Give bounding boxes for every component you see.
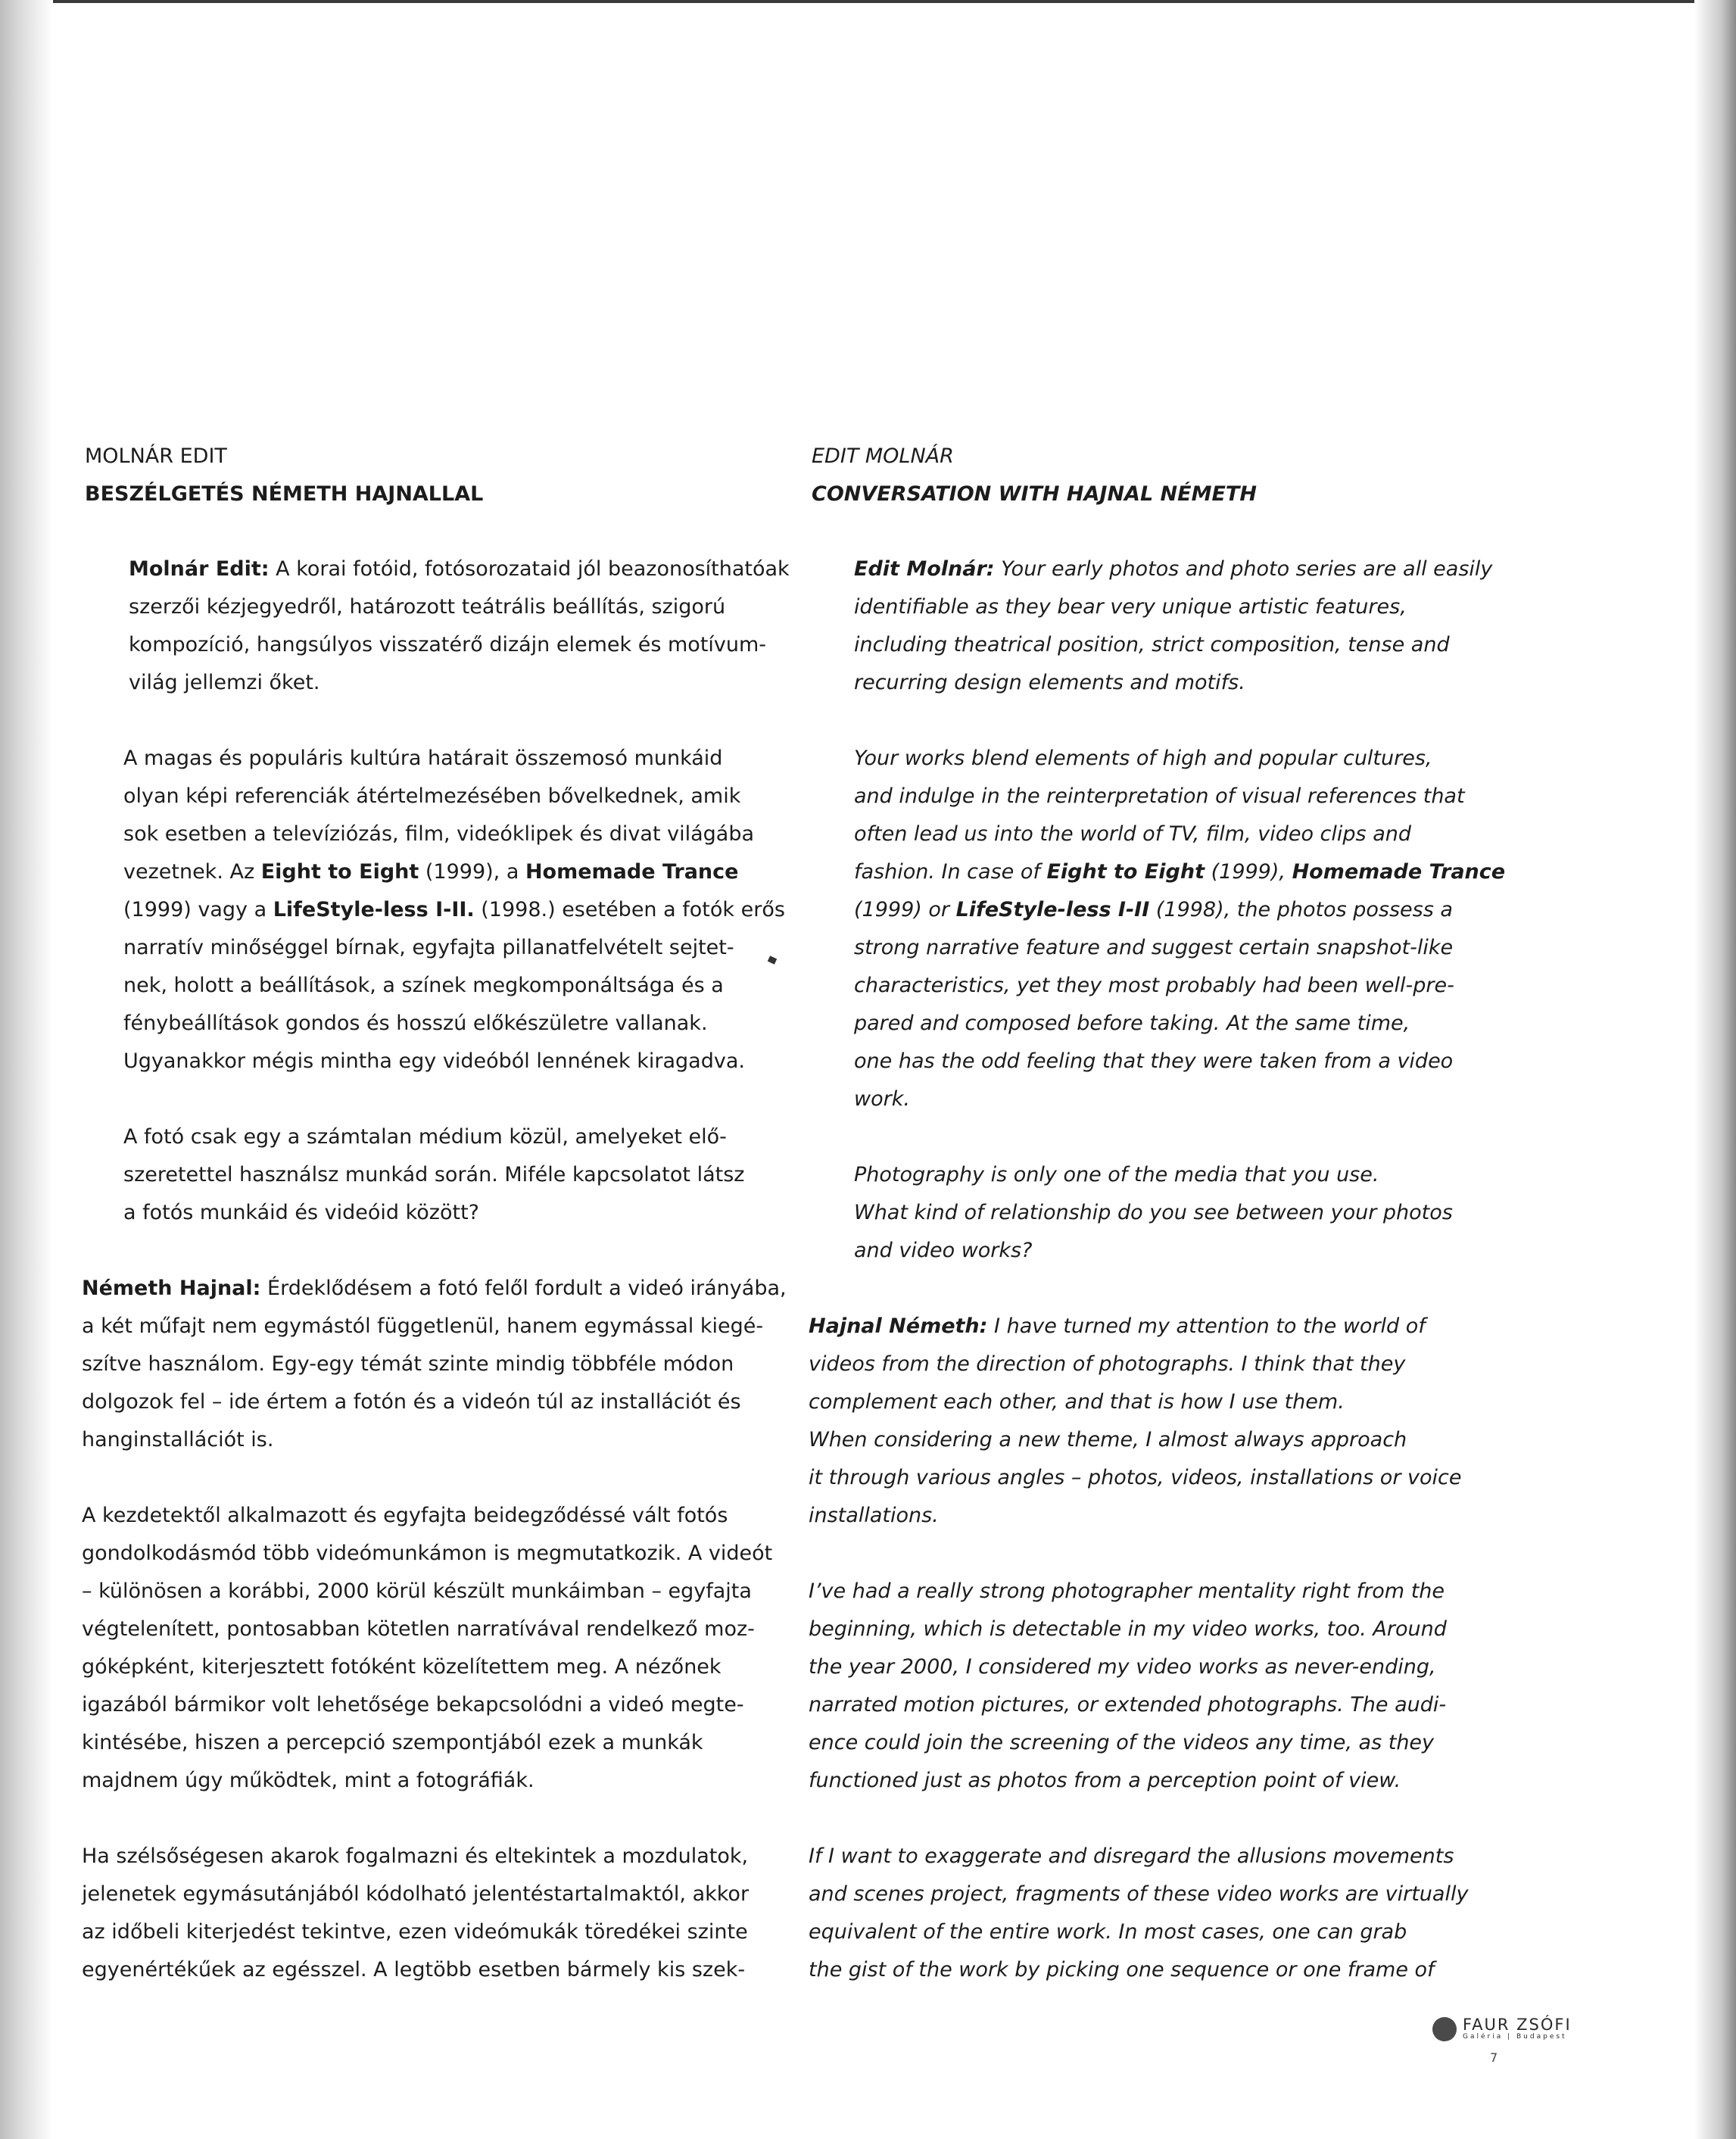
en-question-2: [854, 740, 1505, 1118]
paragraph-line: a fotós munkáid és videóid között?: [123, 1201, 479, 1224]
paragraph-line: az időbeli kiterjedést tekintve, ezen videómukák töredékei szinte: [82, 1920, 748, 1944]
paragraph-line: kintésébe, hiszen a percepció szempontjából ezek a munkák: [82, 1731, 703, 1754]
paragraph-line: szítve használom. Egy-egy témát szinte mindig többféle módon: [82, 1352, 734, 1376]
paragraph-line: – különösen a korábbi, 2000 körül készült munkáimban – egyfajta: [82, 1579, 752, 1603]
paragraph-line: a két műfajt nem egymástól függetlenül, hanem egymással kiegé-: [82, 1314, 764, 1338]
english-header: [812, 438, 1257, 513]
paragraph-line: installations.: [809, 1504, 939, 1527]
paragraph-line: Hajnal Németh: I have turned my attention to the world of: [809, 1314, 1426, 1338]
hu-answer-3: [82, 1838, 749, 1989]
paragraph-line: egyenértékűek az egésszel. A legtöbb esetben bármely kis szek-: [82, 1958, 746, 1982]
paragraph-line: Photography is only one of the media that you use.: [854, 1163, 1379, 1186]
paragraph-line: complement each other, and that is how I use them.: [809, 1390, 1345, 1414]
work-title: LifeStyle-less I-II: [955, 898, 1150, 921]
paragraph-line: Ugyanakkor mégis mintha egy videóból lennének kiragadva.: [123, 1049, 745, 1073]
paragraph-line: kompozíció, hangsúlyos visszatérő dizájn elemek és motívum-: [129, 633, 767, 656]
paragraph-line: jelenetek egymásutánjából kódolható jelentéstartalmaktól, akkor: [82, 1882, 750, 1906]
work-title: Eight to Eight: [1046, 860, 1205, 884]
gallery-name: FAUR ZSÓFI: [1463, 2016, 1572, 2034]
speaker-label: Molnár Edit:: [129, 557, 270, 581]
paragraph-line: recurring design elements and motifs.: [854, 671, 1245, 694]
paragraph-line: A fotó csak egy a számtalan médium közül, amelyeket elő-: [123, 1125, 727, 1149]
en-answer-1: [809, 1308, 1461, 1535]
page-number: 7: [1490, 2050, 1498, 2065]
paragraph-line: szeretettel használsz munkád során. Miféle kapcsolatot látsz: [123, 1163, 745, 1186]
paragraph-line: majdnem úgy működtek, mint a fotográfiák.: [82, 1769, 535, 1792]
paragraph-line: Németh Hajnal: Érdeklődésem a fotó felől fordult a videó irányába,: [82, 1277, 787, 1300]
paragraph-line: one has the odd feeling that they were taken from a video: [854, 1049, 1454, 1073]
hungarian-title: BESZÉLGETÉS NÉMETH HAJNALLAL: [85, 482, 484, 506]
scan-shadow-right: [1694, 0, 1736, 2139]
paragraph-line: If I want to exaggerate and disregard the allusions movements: [809, 1844, 1454, 1868]
paragraph-line: fénybeállítások gondos és hosszú előkészületre vallanak.: [123, 1012, 708, 1035]
paragraph-line: olyan képi referenciák átértelmezésében bővelkednek, amik: [123, 784, 741, 808]
hu-question-3: [123, 1118, 744, 1232]
hu-answer-2: [82, 1497, 772, 1800]
paragraph-line: characteristics, yet they most probably had been well-pre-: [854, 974, 1454, 997]
logo-disc-icon: [1432, 2017, 1457, 2041]
english-title: CONVERSATION WITH HAJNAL NÉMETH: [812, 482, 1257, 506]
hu-question-1: [129, 550, 790, 702]
paragraph-line: narratív minőséggel bírnak, egyfajta pillanatfelvételt sejtet-: [123, 936, 734, 959]
paragraph-line: it through various angles – photos, videos, installations or voice: [809, 1466, 1462, 1489]
paragraph-line: pared and composed before taking. At the same time,: [854, 1012, 1410, 1035]
paragraph-line: strong narrative feature and suggest certain snapshot-like: [854, 936, 1454, 959]
work-title: LifeStyle-less I-II.: [273, 898, 475, 921]
en-answer-2: [809, 1573, 1447, 1800]
paragraph-line: the gist of the work by picking one sequence or one frame of: [809, 1958, 1435, 1982]
paragraph-line: góképként, kiterjesztett fotóként közelítettem meg. A nézőnek: [82, 1655, 722, 1679]
gallery-logo: [1432, 2016, 1572, 2041]
paragraph-line: work.: [854, 1087, 910, 1111]
paragraph-line: often lead us into the world of TV, film, video clips and: [854, 822, 1411, 846]
work-title: Eight to Eight: [260, 860, 419, 884]
paragraph-line: and scenes project, fragments of these video works are virtually: [809, 1882, 1469, 1906]
paragraph-line: A magas és populáris kultúra határait összemosó munkáid: [123, 747, 723, 770]
paragraph-line: equivalent of the entire work. In most cases, one can grab: [809, 1920, 1407, 1944]
speaker-label: Edit Molnár:: [854, 557, 995, 581]
paragraph-line: identifiable as they bear very unique artistic features,: [854, 595, 1407, 619]
paragraph-line: vezetnek. Az Eight to Eight (1999), a Homemade Trance: [123, 860, 739, 884]
english-author: EDIT MOLNÁR: [812, 444, 954, 468]
paragraph-line: sok esetben a televíziózás, film, videóklipek és divat világába: [123, 822, 755, 846]
work-title: Homemade Trance: [1292, 860, 1506, 884]
en-answer-3: [809, 1838, 1468, 1989]
speaker-label: Hajnal Németh:: [809, 1314, 988, 1338]
paragraph-line: Your works blend elements of high and popular cultures,: [854, 747, 1432, 770]
paragraph-line: fashion. In case of Eight to Eight (1999), Homemade Trance: [854, 860, 1506, 884]
paragraph-line: videos from the direction of photographs. I think that they: [809, 1352, 1406, 1376]
paragraph-line: Edit Molnár: Your early photos and photo series are all easily: [854, 557, 1493, 581]
paragraph-line: What kind of relationship do you see between your photos: [854, 1201, 1453, 1224]
paragraph-line: nek, holott a beállítások, a színek megkomponáltsága és a: [123, 974, 724, 997]
en-question-1: [854, 550, 1492, 702]
hu-question-2: [123, 740, 785, 1080]
paragraph-line: narrated motion pictures, or extended photographs. The audi-: [809, 1693, 1447, 1717]
scan-edge-top: [0, 0, 1736, 3]
hu-answer-1: [82, 1270, 787, 1459]
paragraph-line: (1999) or LifeStyle-less I-II (1998), the photos possess a: [854, 898, 1453, 921]
paragraph-line: and video works?: [854, 1239, 1033, 1262]
hungarian-author: MOLNÁR EDIT: [85, 444, 227, 468]
scan-shadow-left: [0, 0, 53, 2139]
paragraph-line: I’ve had a really strong photographer mentality right from the: [809, 1579, 1445, 1603]
paragraph-line: beginning, which is detectable in my video works, too. Around: [809, 1617, 1447, 1641]
paragraph-line: szerzői kézjegyedről, határozott teátrális beállítás, szigorú: [129, 595, 726, 619]
en-question-3: [854, 1156, 1453, 1270]
paragraph-line: dolgozok fel – ide értem a fotón és a videón túl az installációt és: [82, 1390, 741, 1414]
paragraph-line: gondolkodásmód több videómunkámon is megmutatkozik. A videót: [82, 1542, 773, 1565]
paragraph-line: végtelenített, pontosabban kötetlen narratívával rendelkező moz-: [82, 1617, 755, 1641]
paragraph-line: (1999) vagy a LifeStyle-less I-II. (1998.) esetében a fotók erős: [123, 898, 785, 921]
work-title: Homemade Trance: [525, 860, 739, 884]
paragraph-line: A kezdetektől alkalmazott és egyfajta beidegződéssé vált fotós: [82, 1504, 728, 1527]
paragraph-line: hanginstallációt is.: [82, 1428, 274, 1451]
paragraph-line: igazából bármikor volt lehetősége bekapcsolódni a videó megte-: [82, 1693, 744, 1717]
paragraph-line: ence could join the screening of the videos any time, as they: [809, 1731, 1435, 1754]
paragraph-line: világ jellemzi őket.: [129, 671, 320, 694]
paragraph-line: Molnár Edit: A korai fotóid, fotósorozataid jól beazonosíthatóak: [129, 557, 790, 581]
paragraph-line: When considering a new theme, I almost always approach: [809, 1428, 1407, 1451]
paragraph-line: and indulge in the reinterpretation of visual references that: [854, 784, 1465, 808]
gallery-subtitle: Galéria | Budapest: [1463, 2033, 1567, 2041]
paragraph-line: the year 2000, I considered my video works as never-ending,: [809, 1655, 1436, 1679]
paragraph-line: functioned just as photos from a perception point of view.: [809, 1769, 1401, 1792]
paragraph-line: Ha szélsőségesen akarok fogalmazni és eltekintek a mozdulatok,: [82, 1844, 749, 1868]
speaker-label: Németh Hajnal:: [82, 1277, 261, 1300]
paragraph-line: including theatrical position, strict composition, tense and: [854, 633, 1450, 656]
hungarian-header: [85, 438, 483, 513]
